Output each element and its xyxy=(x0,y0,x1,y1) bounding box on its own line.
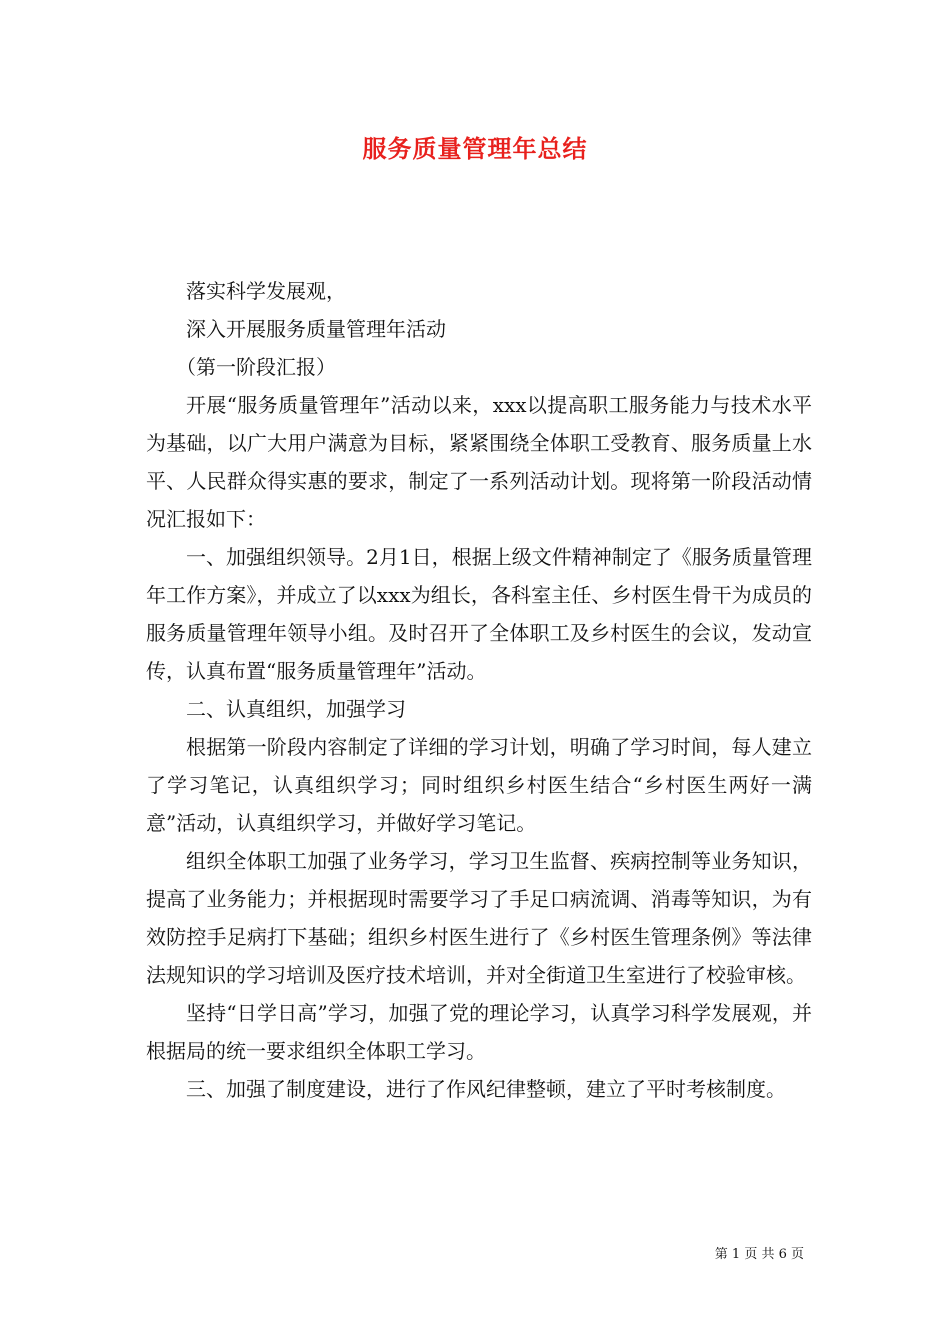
paragraph: 一、加强组织领导。2月1日，根据上级文件精神制定了《服务质量管理年工作方案》，并成立了以xxx为组长，各科室主任、乡村医生骨干为成员的服务质量管理年领导小组。及时召开了全体职工及乡村医生的会议，发动宣传，认真布置“服务质量管理年”活动。 xyxy=(146,545,812,683)
paragraph: 组织全体职工加强了业务学习，学习卫生监督、疾病控制等业务知识，提高了业务能力；并根据现时需要学习了手足口病流调、消毒等知识，为有效防控手足病打下基础；组织乡村医生进行了《乡村医生管理条例》等法律法规知识的学习培训及医疗技术培训，并对全街道卫生室进行了校验审核。 xyxy=(146,849,812,987)
paragraph: 三、加强了制度建设，进行了作风纪律整顿，建立了平时考核制度。 xyxy=(186,1077,786,1101)
paragraph: 根据第一阶段内容制定了详细的学习计划，明确了学习时间，每人建立了学习笔记，认真组织学习；同时组织乡村医生结合“乡村医生两好一满意”活动，认真组织学习，并做好学习笔记。 xyxy=(146,735,812,835)
document-body xyxy=(146,272,812,1108)
document-title: 服务质量管理年总结 xyxy=(362,134,588,163)
paragraph: （第一阶段汇报） xyxy=(176,355,336,379)
paragraph: 落实科学发展观， xyxy=(186,279,346,303)
paragraph: 开展“服务质量管理年”活动以来，xxx以提高职工服务能力与技术水平为基础，以广大用户满意为目标，紧紧围绕全体职工受教育、服务质量上水平、人民群众得实惠的要求，制定了一系列活动计划。现将第一阶段活动情况汇报如下： xyxy=(146,393,812,531)
paragraph: 坚持“日学日高”学习，加强了党的理论学习，认真学习科学发展观，并根据局的统一要求组织全体职工学习。 xyxy=(146,1001,812,1063)
section-heading: 二、认真组织，加强学习 xyxy=(186,697,406,721)
paragraph: 深入开展服务质量管理年活动 xyxy=(186,317,446,341)
page-number: 第 1 页 共 6 页 xyxy=(714,1247,804,1262)
